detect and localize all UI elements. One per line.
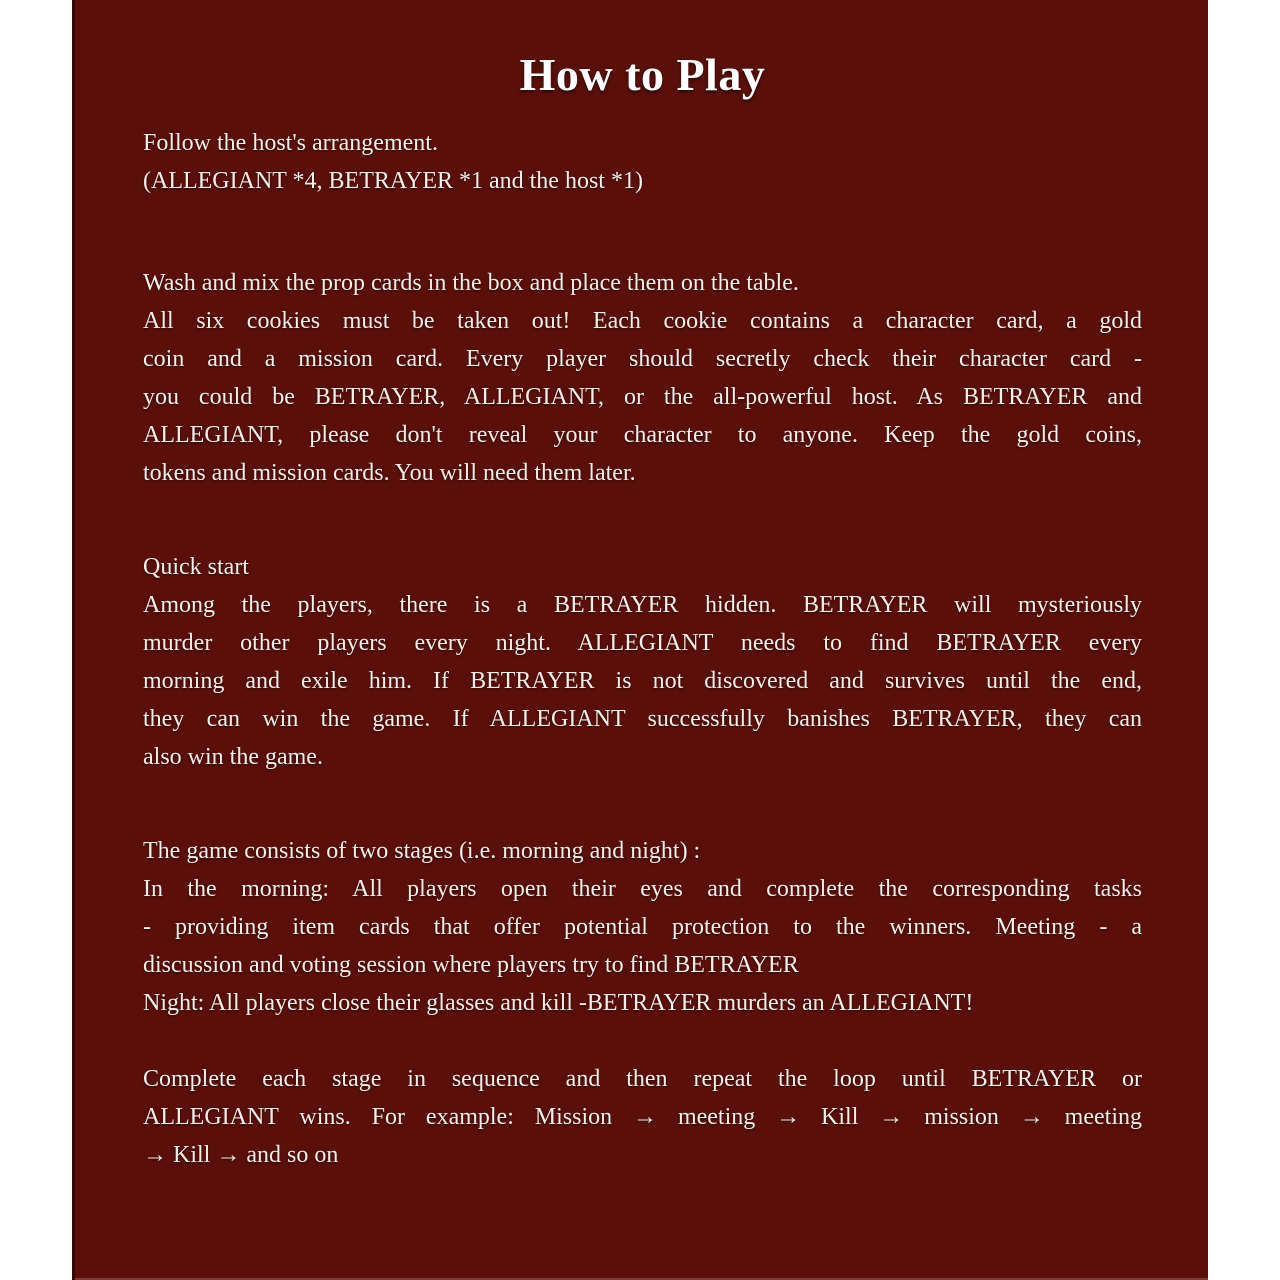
text-line: Wash and mix the prop cards in the box and place them on the table. [143,269,799,296]
section-setup [143,264,1142,492]
section-arrangement [143,124,1142,200]
text-line: All six cookies must be taken out! Each cookie contains a character card, a gold [143,307,1142,334]
text-line: ALLEGIANT wins. For example: Mission → meeting → Kill → mission → meeting [143,1103,1142,1130]
text-line: In the morning: All players open their eyes and complete the corresponding tasks [143,875,1142,902]
text-line: also win the game. [143,743,323,770]
section-quick-start [143,548,1142,776]
text-line: - providing item cards that offer potential protection to the winners. Meeting - a [143,913,1142,940]
text-line: morning and exile him. If BETRAYER is not discovered and survives until the end, [143,667,1142,694]
section-loop [143,1060,1142,1174]
text-line: discussion and voting session where players try to find BETRAYER [143,951,799,978]
instructions-content [75,0,1208,1174]
text-line: Night: All players close their glasses and kill -BETRAYER murders an ALLEGIANT! [143,989,974,1016]
instructions-panel [72,0,1208,1280]
text-line: they can win the game. If ALLEGIANT successfully banishes BETRAYER, they can [143,705,1142,732]
text-line: → Kill → and so on [143,1141,339,1168]
text-line: you could be BETRAYER, ALLEGIANT, or the all-powerful host. As BETRAYER and [143,383,1142,410]
text-line: The game consists of two stages (i.e. morning and night) : [143,837,701,864]
text-line: tokens and mission cards. You will need them later. [143,459,636,486]
text-line: Quick start [143,553,249,580]
text-line: Follow the host's arrangement. [143,129,438,156]
text-line: Complete each stage in sequence and then repeat the loop until BETRAYER or [143,1065,1142,1092]
text-line: ALLEGIANT, please don't reveal your character to anyone. Keep the gold coins, [143,421,1142,448]
text-line: (ALLEGIANT *4, BETRAYER *1 and the host *1) [143,167,643,194]
text-line: coin and a mission card. Every player should secretly check their character card - [143,345,1142,372]
page-title: How to Play [519,49,766,100]
text-line: murder other players every night. ALLEGIANT needs to find BETRAYER every [143,629,1142,656]
text-line: Among the players, there is a BETRAYER hidden. BETRAYER will mysteriously [143,591,1142,618]
section-stages [143,832,1142,1022]
